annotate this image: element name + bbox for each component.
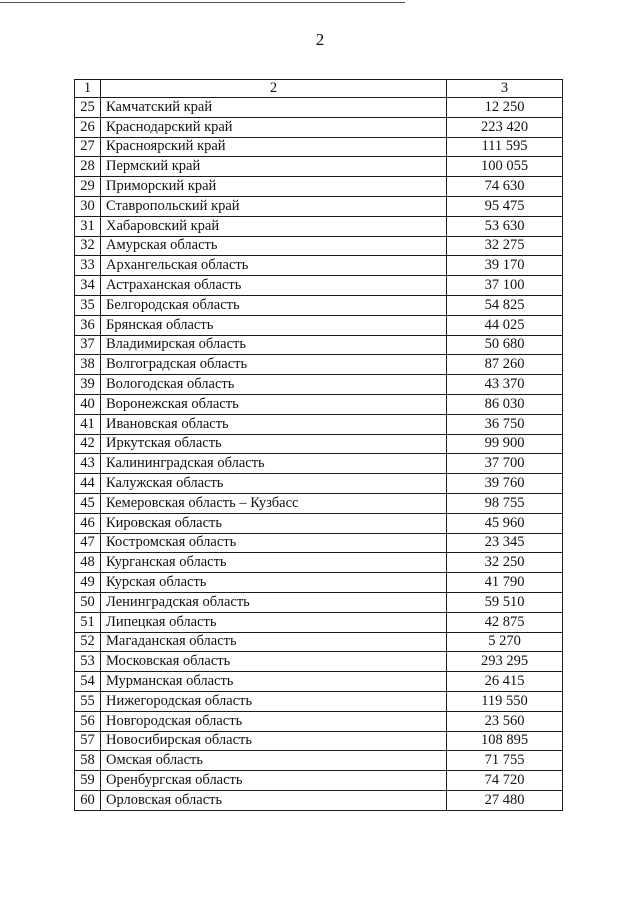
region-value: 44 025 — [447, 315, 563, 335]
table-row — [75, 731, 563, 751]
region-value: 45 960 — [447, 513, 563, 533]
region-value: 37 700 — [447, 454, 563, 474]
row-number: 55 — [75, 691, 101, 711]
table-row — [75, 691, 563, 711]
row-number: 43 — [75, 454, 101, 474]
table-row — [75, 612, 563, 632]
row-number: 50 — [75, 592, 101, 612]
region-name: Приморский край — [101, 177, 447, 197]
table-row — [75, 216, 563, 236]
table-row — [75, 315, 563, 335]
region-value: 108 895 — [447, 731, 563, 751]
region-name: Магаданская область — [101, 632, 447, 652]
row-number: 30 — [75, 196, 101, 216]
table-row — [75, 196, 563, 216]
region-value: 23 345 — [447, 533, 563, 553]
region-value: 32 275 — [447, 236, 563, 256]
region-name: Орловская область — [101, 790, 447, 810]
region-value: 26 415 — [447, 672, 563, 692]
table-body — [75, 80, 563, 811]
table-row — [75, 592, 563, 612]
region-name: Белгородская область — [101, 295, 447, 315]
row-number: 52 — [75, 632, 101, 652]
region-name: Кировская область — [101, 513, 447, 533]
region-name: Амурская область — [101, 236, 447, 256]
region-value: 50 680 — [447, 335, 563, 355]
row-number: 28 — [75, 157, 101, 177]
region-value: 27 480 — [447, 790, 563, 810]
region-name: Архангельская область — [101, 256, 447, 276]
region-value: 223 420 — [447, 117, 563, 137]
row-number: 57 — [75, 731, 101, 751]
column-header-number: 1 — [75, 80, 101, 98]
row-number: 25 — [75, 98, 101, 118]
region-value: 98 755 — [447, 493, 563, 513]
region-name: Новосибирская область — [101, 731, 447, 751]
row-number: 38 — [75, 355, 101, 375]
region-name: Астраханская область — [101, 276, 447, 296]
table-row — [75, 573, 563, 593]
region-value: 99 900 — [447, 434, 563, 454]
table-row — [75, 157, 563, 177]
table-row — [75, 236, 563, 256]
column-header-region: 2 — [101, 80, 447, 98]
row-number: 49 — [75, 573, 101, 593]
region-name: Калужская область — [101, 474, 447, 494]
region-value: 293 295 — [447, 652, 563, 672]
region-name: Мурманская область — [101, 672, 447, 692]
table-row — [75, 513, 563, 533]
region-name: Хабаровский край — [101, 216, 447, 236]
region-value: 39 760 — [447, 474, 563, 494]
regions-table — [74, 79, 563, 811]
region-value: 42 875 — [447, 612, 563, 632]
region-name: Московская область — [101, 652, 447, 672]
row-number: 26 — [75, 117, 101, 137]
row-number: 27 — [75, 137, 101, 157]
row-number: 35 — [75, 295, 101, 315]
region-value: 12 250 — [447, 98, 563, 118]
table-row — [75, 751, 563, 771]
region-name: Курская область — [101, 573, 447, 593]
region-value: 59 510 — [447, 592, 563, 612]
row-number: 60 — [75, 790, 101, 810]
table-row — [75, 137, 563, 157]
column-header-value: 3 — [447, 80, 563, 98]
region-value: 100 055 — [447, 157, 563, 177]
table-row — [75, 454, 563, 474]
row-number: 42 — [75, 434, 101, 454]
region-value: 111 595 — [447, 137, 563, 157]
row-number: 39 — [75, 375, 101, 395]
table-row — [75, 493, 563, 513]
row-number: 48 — [75, 553, 101, 573]
region-name: Владимирская область — [101, 335, 447, 355]
region-name: Кемеровская область – Кузбасс — [101, 493, 447, 513]
region-name: Ставропольский край — [101, 196, 447, 216]
table-row — [75, 375, 563, 395]
region-value: 23 560 — [447, 711, 563, 731]
region-name: Ивановская область — [101, 414, 447, 434]
table-row — [75, 533, 563, 553]
table-row — [75, 295, 563, 315]
region-name: Нижегородская область — [101, 691, 447, 711]
region-name: Красноярский край — [101, 137, 447, 157]
table-row — [75, 672, 563, 692]
table-row — [75, 711, 563, 731]
region-value: 5 270 — [447, 632, 563, 652]
region-value: 37 100 — [447, 276, 563, 296]
region-value: 39 170 — [447, 256, 563, 276]
row-number: 59 — [75, 771, 101, 791]
region-name: Омская область — [101, 751, 447, 771]
region-value: 43 370 — [447, 375, 563, 395]
region-name: Костромская область — [101, 533, 447, 553]
table-row — [75, 652, 563, 672]
table-row — [75, 553, 563, 573]
row-number: 45 — [75, 493, 101, 513]
table-row — [75, 117, 563, 137]
row-number: 56 — [75, 711, 101, 731]
region-value: 32 250 — [447, 553, 563, 573]
table-row — [75, 434, 563, 454]
region-name: Липецкая область — [101, 612, 447, 632]
table-row — [75, 98, 563, 118]
table-row — [75, 335, 563, 355]
region-value: 87 260 — [447, 355, 563, 375]
region-value: 53 630 — [447, 216, 563, 236]
row-number: 53 — [75, 652, 101, 672]
row-number: 31 — [75, 216, 101, 236]
table-row — [75, 177, 563, 197]
region-value: 71 755 — [447, 751, 563, 771]
table-row — [75, 414, 563, 434]
table-header-row — [75, 80, 563, 98]
region-name: Пермский край — [101, 157, 447, 177]
row-number: 36 — [75, 315, 101, 335]
table-row — [75, 632, 563, 652]
table-row — [75, 474, 563, 494]
region-name: Воронежская область — [101, 394, 447, 414]
region-name: Оренбургская область — [101, 771, 447, 791]
row-number: 58 — [75, 751, 101, 771]
row-number: 41 — [75, 414, 101, 434]
region-value: 74 720 — [447, 771, 563, 791]
table-row — [75, 771, 563, 791]
table-row — [75, 355, 563, 375]
region-name: Волгоградская область — [101, 355, 447, 375]
region-value: 119 550 — [447, 691, 563, 711]
region-name: Камчатский край — [101, 98, 447, 118]
row-number: 46 — [75, 513, 101, 533]
region-value: 41 790 — [447, 573, 563, 593]
row-number: 32 — [75, 236, 101, 256]
row-number: 29 — [75, 177, 101, 197]
row-number: 54 — [75, 672, 101, 692]
row-number: 51 — [75, 612, 101, 632]
region-name: Вологодская область — [101, 375, 447, 395]
row-number: 44 — [75, 474, 101, 494]
table-row — [75, 276, 563, 296]
region-value: 95 475 — [447, 196, 563, 216]
region-value: 74 630 — [447, 177, 563, 197]
region-name: Курганская область — [101, 553, 447, 573]
page-number: 2 — [315, 30, 325, 49]
row-number: 47 — [75, 533, 101, 553]
region-name: Калининградская область — [101, 454, 447, 474]
region-value: 36 750 — [447, 414, 563, 434]
table-row — [75, 790, 563, 810]
table-row — [75, 394, 563, 414]
table-row — [75, 256, 563, 276]
row-number: 33 — [75, 256, 101, 276]
region-name: Брянская область — [101, 315, 447, 335]
region-name: Новгородская область — [101, 711, 447, 731]
region-name: Краснодарский край — [101, 117, 447, 137]
scan-edge-line — [0, 2, 405, 3]
row-number: 34 — [75, 276, 101, 296]
region-name: Иркутская область — [101, 434, 447, 454]
row-number: 40 — [75, 394, 101, 414]
region-value: 54 825 — [447, 295, 563, 315]
region-name: Ленинградская область — [101, 592, 447, 612]
row-number: 37 — [75, 335, 101, 355]
region-value: 86 030 — [447, 394, 563, 414]
